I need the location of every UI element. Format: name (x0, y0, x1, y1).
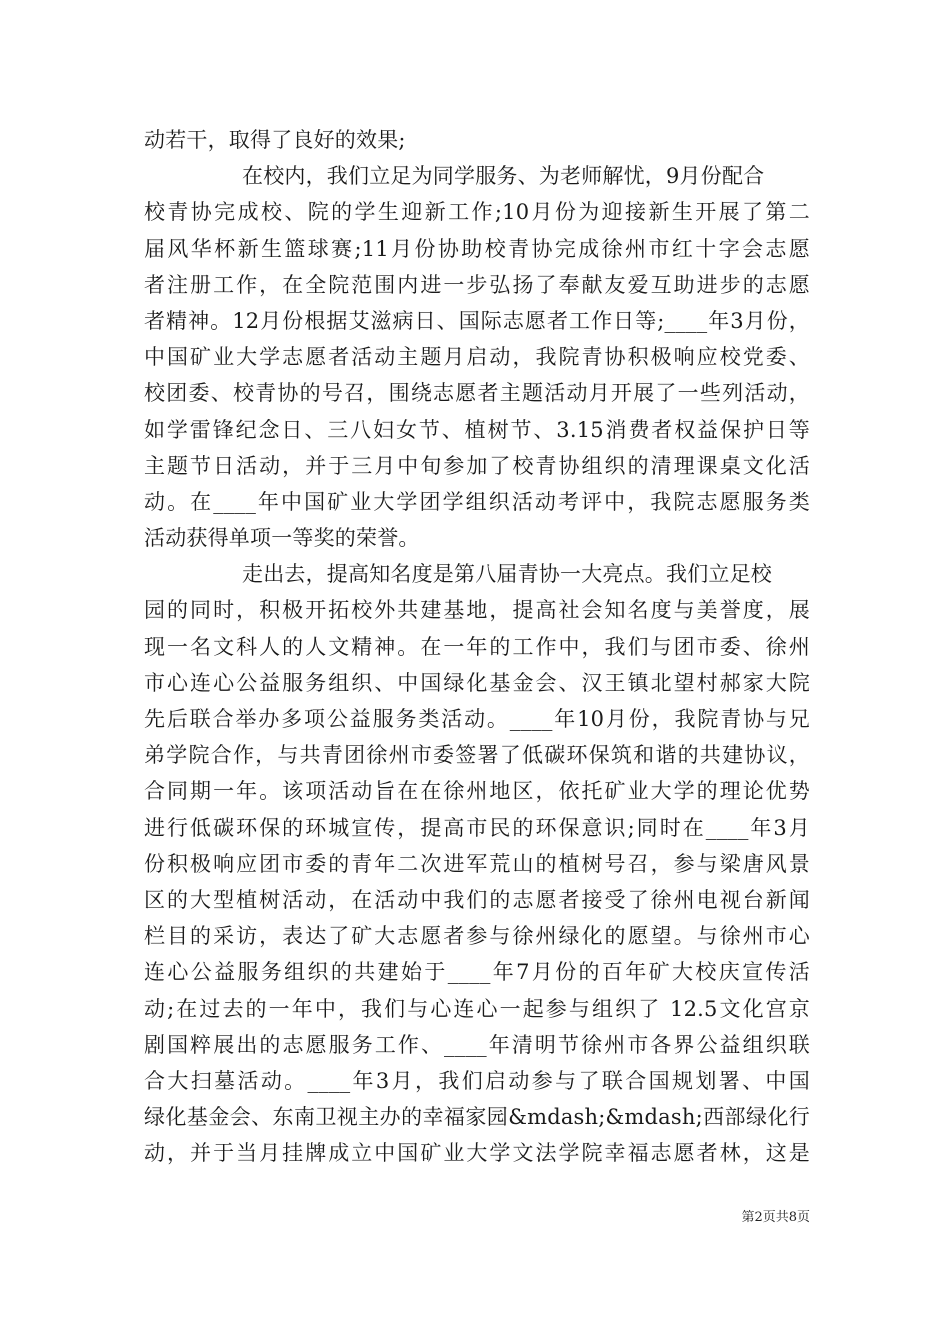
text-line: 合同期一年。该项活动旨在在徐州地区，依托矿业大学的理论优势 (144, 779, 810, 804)
text-line: 弟学院合作，与共青团徐州市委签署了低碳环保筑和谐的共建协议， (144, 743, 810, 768)
paragraph-start-line: 在校内，我们立足为同学服务、为老师解忧，9月份配合 (242, 164, 765, 189)
body-text (144, 122, 810, 1171)
page-number-footer: 第2页共8页 (741, 1210, 810, 1225)
text-line: 者注册工作，在全院范围内进一步弘扬了奉献友爱互助进步的志愿 (144, 272, 810, 297)
text-line: 动;在过去的一年中，我们与心连心一起参与组织了 12.5文化宫京 (144, 996, 810, 1021)
text-line: 现一名文科人的人文精神。在一年的工作中，我们与团市委、徐州 (144, 634, 810, 659)
text-line: 份积极响应团市委的青年二次进军荒山的植树号召，参与梁唐风景 (144, 851, 810, 876)
paragraph-start-line: 走出去，提高知名度是第八届青协一大亮点。我们立足校 (242, 562, 772, 587)
text-line: 主题节日活动，并于三月中旬参加了校青协组织的清理课桌文化活 (144, 453, 810, 478)
text-line: 如学雷锋纪念日、三八妇女节、植树节、3.15消费者权益保护日等 (144, 417, 810, 442)
text-line: 园的同时，积极开拓校外共建基地，提高社会知名度与美誉度，展 (144, 598, 810, 623)
text-line: 先后联合举办多项公益服务类活动。____年10月份，我院青协与兄 (144, 707, 810, 731)
text-line: 动。在____年中国矿业大学团学组织活动考评中，我院志愿服务类 (144, 489, 810, 514)
text-line: 动，并于当月挂牌成立中国矿业大学文法学院幸福志愿者林，这是 (144, 1141, 810, 1166)
text-line: 动若干，取得了良好的效果; (144, 128, 406, 152)
text-line: 区的大型植树活动，在活动中我们的志愿者接受了徐州电视台新闻 (144, 887, 810, 912)
text-line: 校青协完成校、院的学生迎新工作;10月份为迎接新生开展了第二 (144, 200, 810, 225)
text-line: 中国矿业大学志愿者活动主题月启动，我院青协积极响应校党委、 (144, 345, 810, 370)
text-line: 届风华杯新生篮球赛;11月份协助校青协完成徐州市红十字会志愿 (144, 236, 810, 261)
text-line: 进行低碳环保的环城宣传，提高市民的环保意识;同时在____年3月 (144, 815, 810, 840)
text-line: 剧国粹展出的志愿服务工作、____年清明节徐州市各界公益组织联 (144, 1032, 810, 1057)
text-line: 者精神。12月份根据艾滋病日、国际志愿者工作日等;____年3月份， (144, 308, 810, 333)
text-line: 校团委、校青协的号召，围绕志愿者主题活动月开展了一些列活动， (144, 381, 810, 406)
text-line: 合大扫墓活动。____年3月，我们启动参与了联合国规划署、中国 (144, 1068, 810, 1093)
text-line: 活动获得单项一等奖的荣誉。 (144, 526, 420, 551)
text-line: 栏目的采访，表达了矿大志愿者参与徐州绿化的愿望。与徐州市心 (144, 924, 810, 949)
text-line: 市心连心公益服务组织、中国绿化基金会、汉王镇北望村郝家大院 (144, 670, 810, 695)
text-line: 绿化基金会、东南卫视主办的幸福家园&mdash;&mdash;西部绿化行 (144, 1105, 810, 1130)
text-line: 连心公益服务组织的共建始于____年7月份的百年矿大校庆宣传活 (144, 960, 810, 985)
